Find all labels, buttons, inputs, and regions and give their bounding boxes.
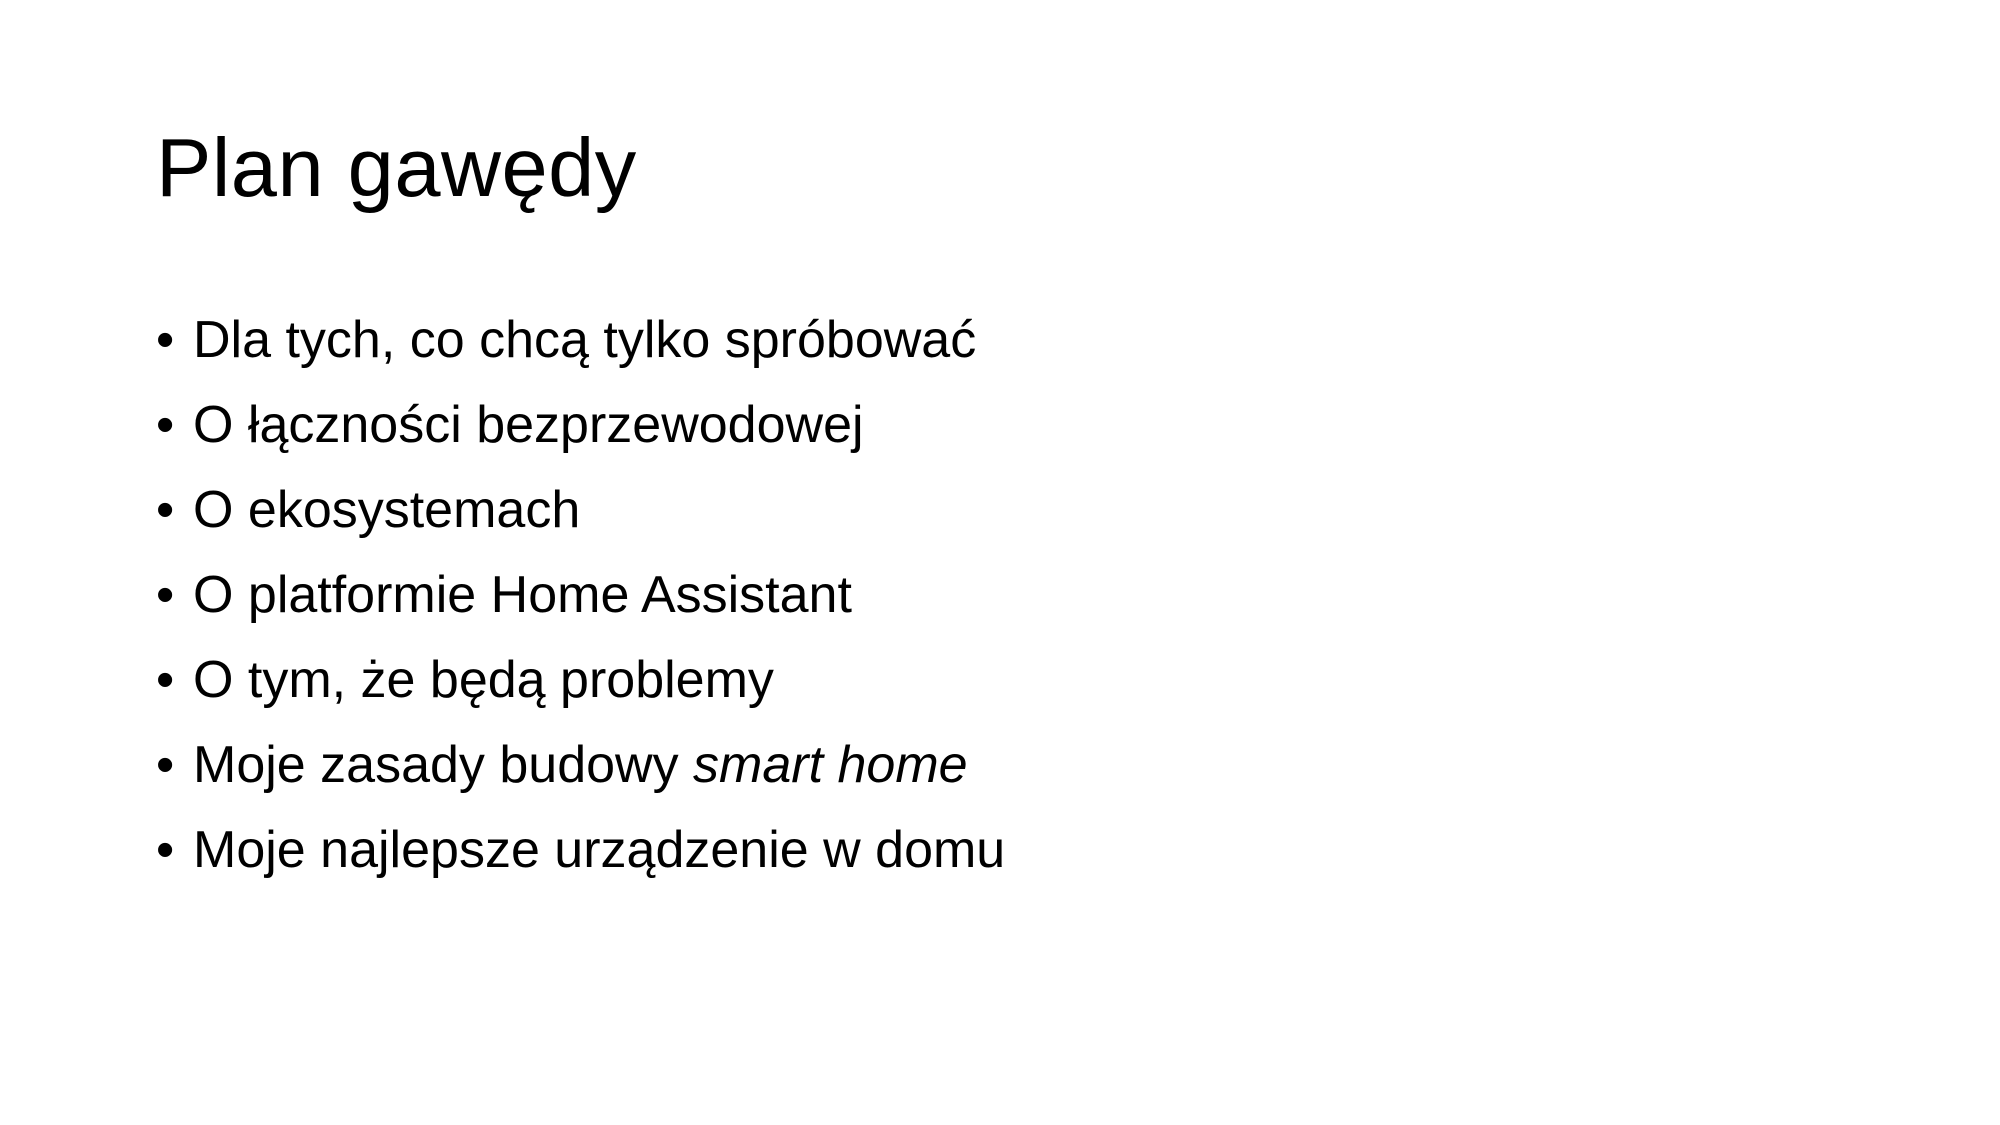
list-item <box>156 727 1005 812</box>
list-item <box>156 472 1005 557</box>
bullet-icon: • <box>156 736 175 794</box>
bullet-icon: • <box>156 311 175 369</box>
list-item-text: Moje najlepsze urządzenie w domu <box>193 821 1006 879</box>
list-item-text: O łączności bezprzewodowej <box>193 396 864 454</box>
list-item-text: O ekosystemach <box>193 481 581 539</box>
list-item <box>156 642 1005 727</box>
bullet-icon: • <box>156 821 175 879</box>
list-item-text: Dla tych, co chcą tylko spróbować <box>193 311 977 369</box>
list-item <box>156 812 1005 897</box>
bullet-icon: • <box>156 651 175 709</box>
slide-title: Plan gawędy <box>156 121 637 214</box>
list-item-text: Moje zasady budowy <box>193 736 694 794</box>
list-item <box>156 557 1005 642</box>
list-item-text: O tym, że będą problemy <box>193 651 774 709</box>
bullet-icon: • <box>156 481 175 539</box>
bullet-icon: • <box>156 396 175 454</box>
list-item <box>156 387 1005 472</box>
list-item-emphasis: smart home <box>693 736 968 794</box>
list-item-text: O platformie Home Assistant <box>193 566 852 624</box>
bullet-list <box>156 302 1005 897</box>
list-item <box>156 302 1005 387</box>
bullet-icon: • <box>156 566 175 624</box>
